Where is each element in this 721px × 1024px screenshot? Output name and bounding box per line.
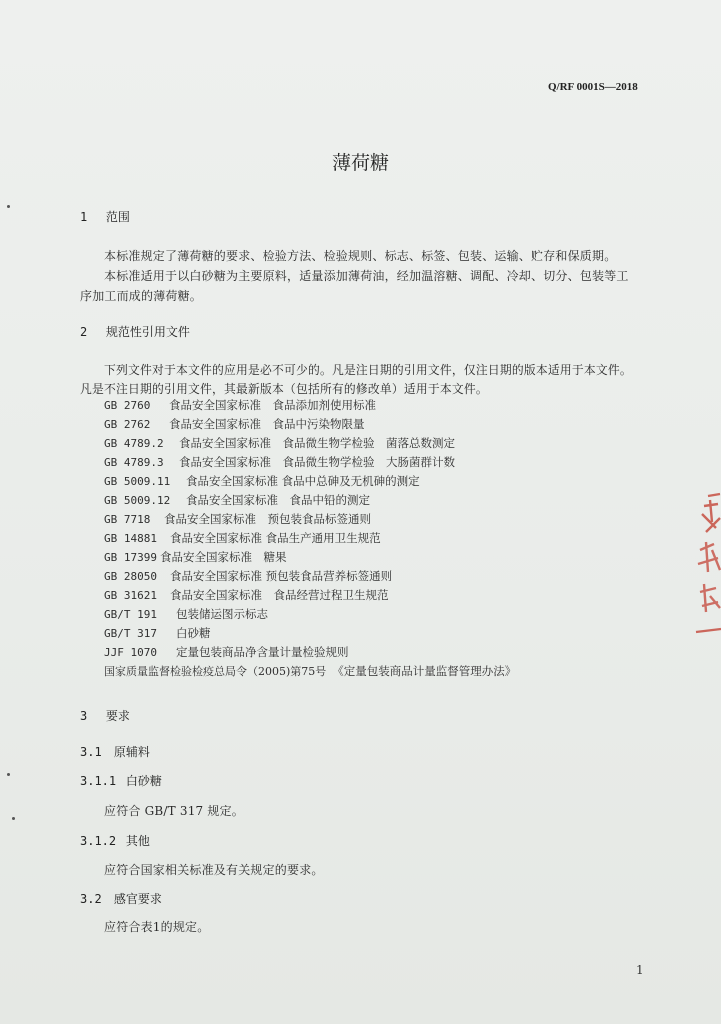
reference-title: 食品安全国家标准 食品微生物学检验 大肠菌群计数 (179, 455, 455, 469)
paragraph: 本标准适用于以白砂糖为主要原料，适量添加薄荷油，经加温溶糖、调配、冷却、切分、包装等工 (104, 269, 629, 283)
reference-title: 食品安全国家标准 食品生产通用卫生规范 (170, 531, 381, 545)
reference-item (104, 549, 516, 568)
reference-title: 白砂糖 (176, 626, 211, 640)
reference-title: 包装储运图示标志 (176, 607, 268, 621)
document-title: 薄荷糖 (331, 152, 389, 174)
section-3-heading (80, 707, 130, 724)
reference-item (104, 606, 516, 625)
reference-item (104, 454, 516, 473)
reference-code: GB 5009.12 (104, 494, 171, 507)
section-title: 范围 (105, 210, 130, 224)
reference-title: 食品安全国家标准 食品经营过程卫生规范 (170, 588, 389, 602)
reference-item (104, 587, 516, 606)
subsection-title: 感官要求 (113, 892, 162, 906)
reference-title: 食品安全国家标准 食品中铅的测定 (186, 493, 370, 507)
page-number: 1 (636, 963, 644, 977)
paragraph: 下列文件对于本文件的应用是必不可少的。凡是注日期的引用文件，仅注日期的版本适用于本文件。 (104, 363, 632, 377)
reference-title: 食品安全国家标准 预包装食品营养标签通则 (170, 569, 393, 583)
subsection-title: 原辅料 (113, 745, 150, 759)
reference-title: 食品安全国家标准 预包装食品标签通则 (164, 512, 371, 526)
reference-code: 国家质量监督检验检疫总局令（2005)第75号 (104, 665, 327, 678)
subsection-number: 3.1 (80, 745, 102, 759)
subsection-title: 其他 (125, 834, 150, 848)
paragraph: 序加工而成的薄荷糖。 (80, 289, 203, 303)
standard-number: Q/RF 0001S—2018 (548, 81, 638, 93)
section-number: 1 (80, 210, 88, 224)
subsection-3-2-heading (80, 890, 162, 907)
reference-item (104, 530, 516, 549)
reference-item (104, 435, 516, 454)
reference-code: GB 4789.3 (104, 456, 164, 469)
reference-code: GB/T 191 (104, 608, 157, 621)
reference-title: 《定量包装商品计量监督管理办法》 (332, 664, 517, 678)
subsection-3-1-2-heading (80, 832, 150, 849)
scan-speck (12, 817, 15, 820)
reference-code: GB 17399 (104, 551, 157, 564)
reference-title: 食品安全国家标准 食品添加剂使用标准 (169, 398, 376, 412)
reference-code: GB 4789.2 (104, 437, 164, 450)
section-number: 2 (80, 325, 88, 339)
subsection-number: 3.2 (80, 892, 102, 906)
reference-title: 食品安全国家标准 食品微生物学检验 菌落总数测定 (179, 436, 455, 450)
reference-item (104, 511, 516, 530)
reference-code: GB 2762 (104, 418, 151, 431)
reference-item (104, 492, 516, 511)
reference-item (104, 625, 516, 644)
reference-title: 定量包装商品净含量计量检验规则 (176, 645, 349, 659)
reference-title: 食品安全国家标准 食品中污染物限量 (169, 417, 365, 431)
reference-list (104, 397, 516, 682)
reference-code: GB 31621 (104, 589, 157, 602)
subsection-3-1-heading (80, 743, 150, 760)
scan-speck (7, 773, 10, 776)
scan-speck (7, 205, 10, 208)
reference-code: JJF 1070 (104, 646, 157, 659)
reference-item (104, 416, 516, 435)
reference-item (104, 644, 516, 663)
reference-code: GB 2760 (104, 399, 151, 412)
section-title: 要求 (105, 709, 130, 723)
section-2-heading (80, 323, 190, 340)
subsection-3-1-1-heading (80, 772, 162, 789)
subsection-number: 3.1.2 (80, 834, 117, 848)
reference-code: GB 14881 (104, 532, 157, 545)
section-number: 3 (80, 709, 88, 723)
reference-title: 食品安全国家标准 食品中总砷及无机砷的测定 (186, 474, 420, 488)
paragraph: 本标准规定了薄荷糖的要求、检验方法、检验规则、标志、标签、包装、运输、贮存和保质期。 (104, 249, 617, 263)
reference-item (104, 397, 516, 416)
seal-stamp-icon (690, 488, 721, 648)
reference-item (104, 663, 516, 682)
subsection-title: 白砂糖 (125, 774, 162, 788)
reference-code: GB 7718 (104, 513, 151, 526)
section-1-heading (80, 208, 130, 225)
paragraph: 凡是不注日期的引用文件，其最新版本（包括所有的修改单）适用于本文件。 (80, 382, 488, 396)
reference-item (104, 568, 516, 587)
reference-title: 食品安全国家标准 糖果 (160, 550, 287, 564)
reference-code: GB 5009.11 (104, 475, 171, 488)
reference-item (104, 473, 516, 492)
subsection-number: 3.1.1 (80, 774, 117, 788)
reference-code: GB/T 317 (104, 627, 157, 640)
section-title: 规范性引用文件 (105, 325, 190, 339)
paragraph: 应符合 GB/T 317 规定。 (104, 804, 244, 818)
paragraph: 应符合国家相关标准及有关规定的要求。 (104, 863, 324, 877)
paragraph: 应符合表1的规定。 (104, 920, 210, 934)
reference-code: GB 28050 (104, 570, 157, 583)
